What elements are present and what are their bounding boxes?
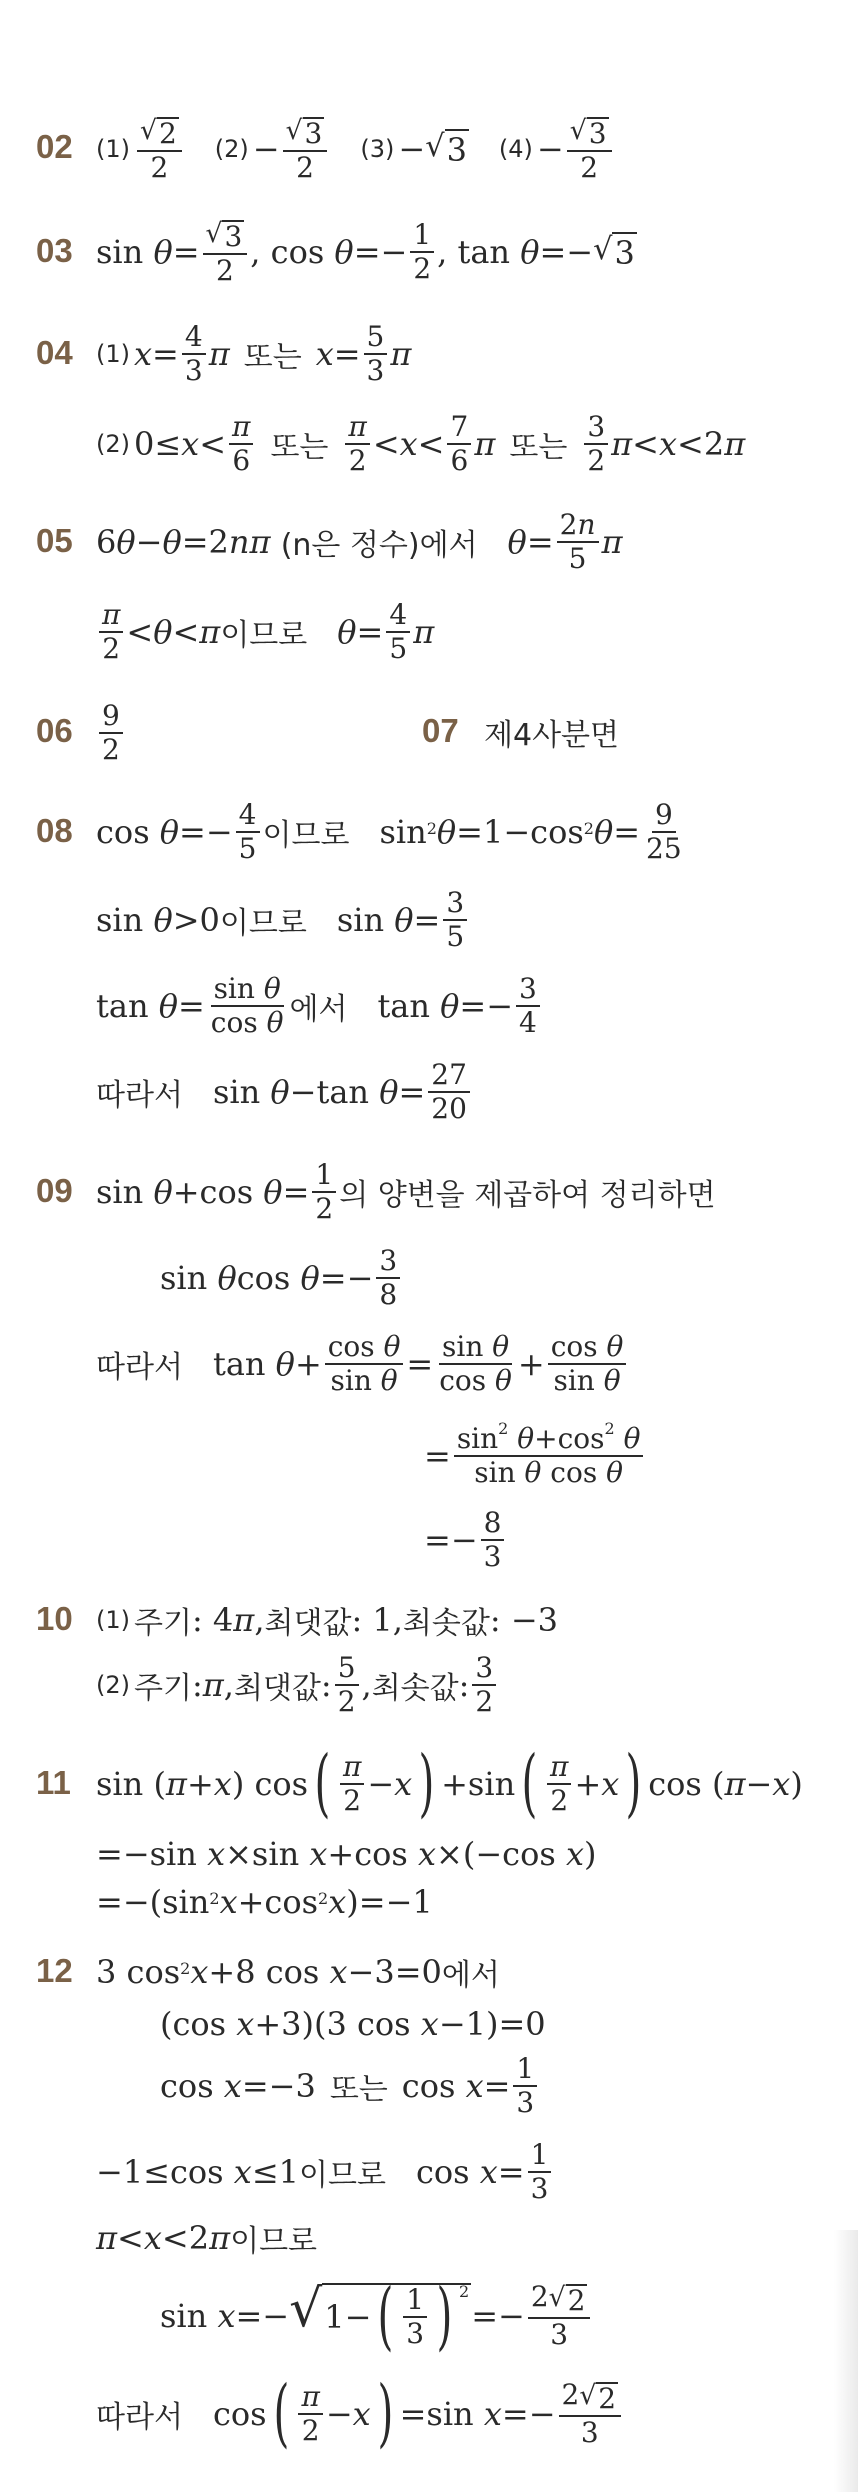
p05-integer-note: (n은 정수)에서 [280, 528, 478, 563]
problem-number-02: 02 [36, 128, 73, 165]
problem-number-08: 08 [36, 812, 73, 849]
p08-therefore: 따라서 [96, 1078, 183, 1113]
p09-line-2: sin θ cos θ =− $\frac{3}{8}$ [160, 1232, 403, 1324]
problem-number-10: 10 [36, 1600, 73, 1637]
problem-number-07: 07 [422, 712, 459, 749]
p09-line-3: 따라서 tan θ + $\frac{\text{cos θ}}{\text{sin θ}}$ = $\frac{\text{sin θ}}{\text{cos θ}}$ + $\frac{\text{cos θ}}{\text{sin θ}}$ [96, 1318, 629, 1410]
problem-number-11: 11 [36, 1764, 71, 1801]
p09-line-4: = $\frac{\sin^2 \theta+\cos^2 \theta}{\text{sin θ cos θ}}$ [424, 1410, 646, 1502]
p10-max-2: 최댓값 [233, 1671, 321, 1706]
p06-answer: $\frac{9}{2}$ [96, 688, 126, 778]
problem-number-03: 03 [36, 232, 73, 269]
p12-since-1: 이므로 [298, 2158, 386, 2193]
p10-period-1: 주기 [134, 1606, 192, 1641]
p05-line-2: $\frac{\pi}{2}$ < θ < π 이므로 θ = $\frac{4}{5}$ π [96, 586, 434, 678]
problem-number-05: 05 [36, 522, 73, 559]
p12-line-5: π < x <2 π 이므로 [96, 2214, 317, 2262]
p10-line-2: (2) 주기 : π , 최댓값 : $\frac{5}{2}$ , 최솟값 : $\frac{3}{2}$ [96, 1640, 499, 1730]
p10-period-2: 주기 [134, 1671, 192, 1706]
problem-number-06: 06 [36, 712, 73, 749]
p11-line-2: =−sin x ×sin x +cos x ×(−cos x ) [96, 1835, 597, 1873]
p12-line-7: 따라서 cos ( $\frac{\pi}{2}$ − x ) =sin x =− 2 √ 2 3 [96, 2366, 624, 2462]
p10-max-1: 최댓값 [264, 1606, 352, 1641]
p12-line-1: 3 cos $^2$ x +8 cos x −3=0 에서 [96, 1948, 500, 1996]
problem-number-09: 09 [36, 1172, 73, 1209]
p11-line-3: =−(sin $^2$ x +cos $^2$ x )=−1 [96, 1883, 433, 1921]
p04-line-2: (2) 0≤ x < $\frac{\pi}{6}$ 또는 $\frac{\pi}{2}$ < x < $\frac{7}{6}$ π 또는 $\frac{3}{2}$ π < x <2 π [96, 409, 746, 477]
p08-line-2: sin θ >0 이므로 sin θ = $\frac{3}{5}$ [96, 874, 470, 966]
p12-line-2: (cos x +3)(3 cos x −1)=0 [160, 2005, 546, 2043]
p04-or-3: 또는 [509, 430, 568, 465]
problem-number-12: 12 [36, 1952, 73, 1989]
p08-since-2: 이므로 [219, 906, 307, 941]
p08-since-1: 이므로 [262, 818, 350, 853]
p08-line-4: 따라서 sin θ −tan θ = $\frac{27}{20}$ [96, 1046, 473, 1138]
p09-line-1: sin θ +cos θ = $\frac{1}{2}$ 의 양변을 제곱하여 정리하면 [96, 1157, 716, 1225]
p05-line-1: 6 θ − θ =2 nπ (n은 정수)에서 θ = $\frac{2n}{5}$ π [96, 507, 623, 575]
p07-answer-text: 제4사분면 [484, 718, 620, 753]
p12-therefore: 따라서 [96, 2400, 183, 2435]
p11-line-1: sin ( π + x ) cos ( $\frac{\pi}{2}$ − x ) +sin ( $\frac{\pi}{2}$ + x ) cos ( π − x ) [96, 1740, 803, 1827]
p09-therefore: 따라서 [96, 1350, 183, 1385]
p09-line-5: =− $\frac{8}{3}$ [424, 1494, 507, 1586]
p10-min-2: 최솟값 [371, 1671, 459, 1706]
p10-min-1: 최솟값 [402, 1606, 490, 1641]
p04-or-1: 또는 [243, 340, 302, 375]
problem-number-04: 04 [36, 334, 73, 371]
p04-line-1: (1) x = $\frac{4}{3}$ π 또는 x = $\frac{5}{3}$ π [96, 319, 412, 387]
p10-line-1: (1) 주기 : 4 π , 최댓값 : 1, 최솟값 : −3 [96, 1598, 558, 1642]
p07-answer [484, 712, 619, 752]
p12-since-2: 이므로 [230, 2224, 318, 2259]
p08-from: 에서 [289, 992, 348, 1027]
p09-square-phrase: 의 양변을 제곱하여 정리하면 [339, 1178, 716, 1213]
p12-line-3: cos x =−3 또는 cos x = $\frac{1}{3}$ [160, 2040, 540, 2132]
p08-line-1: cos θ =− $\frac{4}{5}$ 이므로 sin $^2$ θ =1−cos $^2$ θ = $\frac{9}{25}$ [96, 797, 682, 865]
p12-or: 또는 [329, 2072, 388, 2107]
p08-line-3: tan θ = $\frac{\text{sin θ}}{\text{cos θ}}$ 에서 tan θ =− $\frac{3}{4}$ [96, 960, 543, 1052]
p12-from: 에서 [441, 1958, 500, 1993]
p04-or-2: 또는 [270, 430, 329, 465]
p12-line-6: sin x =− √ 1− ( $\frac{1}{3}$ ) $^2$ =− 2 √ 2 3 [160, 2264, 593, 2368]
page-edge-shadow [834, 2230, 858, 2492]
p12-line-4: −1≤cos x ≤1 이므로 cos x = $\frac{1}{3}$ [96, 2126, 554, 2218]
p03-line-1: sin θ = √ 3 2 , cos θ =− $\frac{1}{2}$ , tan θ =− √ 3 [96, 217, 635, 287]
p02-line-1: (1) √ 2 2 (2) − √ 3 2 (3) − √ 3 (4) − √ 3 2 [96, 104, 615, 194]
p05-since: 이므로 [220, 618, 308, 653]
